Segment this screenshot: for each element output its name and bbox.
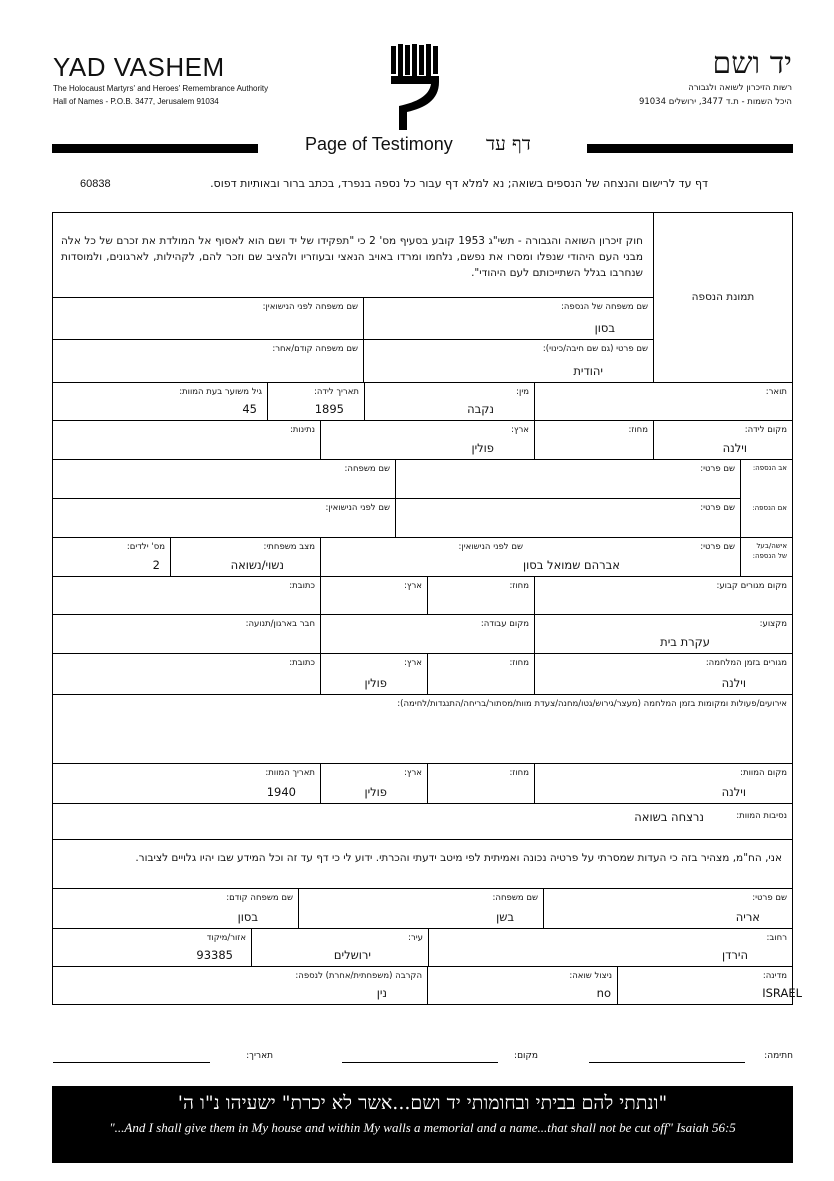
signature-line[interactable] (589, 1062, 745, 1063)
surname-label: שם משפחה של הנספה: (560, 302, 648, 312)
death-date-field[interactable] (52, 763, 321, 804)
father-surname-label: שם משפחה: (344, 464, 390, 474)
submitter-city-label: עיר: (408, 933, 423, 943)
instructions: דף עד לרישום והנצחה של הנספים בשואה; נא למלא דף עבור כל נספה בנפרד, בכתב ברור ובאותיות דפוס. (210, 177, 708, 190)
nationality-field[interactable] (52, 420, 321, 460)
org-subtitle-he-2: היכל השמות - ת.ד 3477, ירושלים 91034 (638, 97, 792, 107)
declaration-text: אני, הח"מ, מצהיר בזה כי העדות שמסרתי על פרטיה נכונה ואמיתית לפי מיטב ידעתי והכרתי. ידוע לי כי דף עד זה וכל המידע שבו יהיו גלויים לציבור. (135, 852, 782, 864)
children-label: מס' ילדים: (126, 542, 165, 552)
father-first-name-label: שם פרטי: (700, 464, 735, 474)
org-subtitle-he-1: רשות הזיכרון לשואה ולגבורה (688, 83, 792, 93)
date-line[interactable] (53, 1062, 210, 1063)
residence-field[interactable] (534, 576, 793, 615)
birthplace-value: וילנה (722, 441, 747, 455)
org-subtitle-en-1: The Holocaust Martyrs' and Heroes' Remembrance Authority (53, 84, 269, 93)
spouse-maiden-label: שם לפני הנישואין: (458, 542, 523, 552)
death-circumstances-value: נרצחה בשואה (634, 810, 704, 824)
submitter-surname-value: בשן (496, 910, 514, 924)
submitter-street-field[interactable] (428, 928, 793, 967)
submitter-zip-label: אזור/מיקוד (206, 933, 246, 943)
law-text-cell (52, 212, 654, 298)
submitter-prev-surname-label: שם משפחה קודם: (226, 893, 293, 903)
birth-district-field[interactable] (534, 420, 654, 460)
marital-status-label: מצב משפחתי: (263, 542, 315, 552)
death-circumstances-field[interactable] (52, 803, 793, 840)
wartime-country-value: פולין (364, 676, 387, 690)
residence-country-label: ארץ: (404, 581, 422, 591)
org-name-he: יד ושם (712, 46, 792, 81)
surname-field[interactable] (363, 297, 654, 340)
photo-label: תמונת הנספה (691, 291, 755, 303)
father-first-name-field[interactable] (395, 459, 741, 499)
submitter-prev-surname-field[interactable] (52, 888, 299, 929)
marital-status-field[interactable] (170, 537, 321, 577)
father-mother-header (740, 459, 793, 538)
org-member-field[interactable] (52, 614, 321, 654)
death-date-value: 1940 (266, 785, 296, 799)
wartime-district-label: מחוז: (509, 658, 529, 668)
death-place-field[interactable] (534, 763, 793, 804)
wartime-address-label: כתובת: (289, 658, 315, 668)
first-name-value: יהודית (573, 364, 603, 378)
death-place-label: מקום המוות: (740, 768, 787, 778)
birthplace-field[interactable] (653, 420, 793, 460)
age-value: 45 (242, 402, 257, 416)
profession-value: עקרת בית (660, 635, 710, 649)
first-name-field[interactable] (363, 339, 654, 383)
place-label: מקום: (514, 1051, 538, 1061)
yad-vashem-emblem-icon (385, 42, 445, 132)
wartime-country-field[interactable] (320, 653, 428, 695)
org-subtitle-en-2: Hall of Names - P.O.B. 3477, Jerusalem 91034 (53, 97, 219, 106)
birth-district-label: מחוז: (628, 425, 648, 435)
birthplace-label: מקום לידה: (744, 425, 787, 435)
submitter-street-label: רחוב: (766, 933, 787, 943)
submitter-zip-value: 93385 (196, 948, 233, 962)
submitter-relation-field[interactable] (52, 966, 428, 1005)
maiden-name-label: שם משפחה לפני הנישואין: (262, 302, 358, 312)
spouse-header (740, 537, 793, 577)
title-label: תואר: (765, 387, 787, 397)
submitter-survivor-label: ניצול שואה: (569, 971, 612, 981)
banner-quote-he: "ונתתי להם בביתי ובחומותי יד ושם...אשר לא יכרת" ישעיהו נ"ו ה' (177, 1092, 668, 1114)
death-country-label: ארץ: (404, 768, 422, 778)
birth-country-label: ארץ: (511, 425, 529, 435)
title-bar-right (587, 144, 793, 153)
submitter-first-name-value: אריה (735, 910, 760, 924)
submitter-surname-field[interactable] (298, 888, 544, 929)
birth-date-value: 1895 (314, 402, 344, 416)
birth-date-field[interactable] (267, 382, 365, 421)
org-name-en: YAD VASHEM (53, 52, 225, 82)
death-district-label: מחוז: (509, 768, 529, 778)
residence-label: מקום מגורים קבוע: (716, 581, 787, 591)
death-circumstances-label: נסיבות המוות: (736, 811, 787, 821)
marital-status-value: נשוי/נשואה (230, 558, 284, 572)
submitter-country-value: ISRAEL (762, 986, 802, 1000)
wartime-residence-field[interactable] (534, 653, 793, 695)
signature-label: חתימה: (764, 1051, 793, 1061)
wartime-events-field[interactable] (52, 694, 793, 764)
date-label: תאריך: (246, 1051, 273, 1061)
surname-value: בסון (594, 321, 615, 335)
declaration-cell (52, 839, 793, 889)
birth-date-label: תאריך לידה: (313, 387, 359, 397)
org-member-label: חבר בארגון/תנועה: (245, 619, 315, 629)
submitter-country-field[interactable] (617, 966, 802, 1005)
residence-district-label: מחוז: (509, 581, 529, 591)
maiden-name-field[interactable] (52, 297, 364, 340)
law-text: חוק זיכרון השואה והגבורה - תשי"ג 1953 קובע בסעיף מס' 2 כי "תפקידו של יד ושם הוא לאסוף אל המולדת את זכרם של כל אלה מבני העם היהודי שנפלו ומסרו את נפשם, נלחמו ומרדו באויב הנאצי ובעוזריו ולהציב שם וזכר להם, לקהילות, לארגונים, ולמוסדות שנחרבו בגלל השתייכותם לעם היהודי". (61, 235, 643, 279)
page-title-en: Page of Testimony (305, 134, 453, 154)
mother-maiden-field[interactable] (52, 498, 396, 538)
submitter-first-name-field[interactable] (543, 888, 793, 929)
children-field[interactable] (52, 537, 171, 577)
submitter-relation-value: נין (376, 986, 387, 1000)
gender-label: מין: (516, 387, 529, 397)
residence-address-field[interactable] (52, 576, 321, 615)
submitter-surname-label: שם משפחה: (492, 893, 538, 903)
submitter-survivor-value: no (596, 986, 611, 1000)
submitter-prev-surname-value: בסון (237, 910, 258, 924)
banner-quote-en: "...And I shall give them in My house and within My walls a memorial and a name...that shall not be cut off" Isaiah 56:5 (109, 1120, 736, 1135)
gender-field[interactable] (364, 382, 535, 421)
death-date-label: תאריך המוות: (265, 768, 315, 778)
title-bar-left (52, 144, 258, 153)
submitter-street-value: הירדן (722, 948, 748, 962)
wartime-residence-value: וילנה (721, 676, 746, 690)
father-surname-field[interactable] (52, 459, 396, 499)
spouse-first-name-label: שם פרטי: (700, 542, 735, 552)
residence-address-label: כתובת: (289, 581, 315, 591)
wartime-events-label: אירועים/פעולות ומקומות בזמן המלחמה (מעצר/גירוש/גטו/מחנה/צעדת מוות/מסתור/בריחה/התנגדות/לחימה): (397, 699, 787, 709)
mother-first-name-field[interactable] (395, 498, 741, 538)
spouse-label-1: אישה/בעל (756, 542, 787, 550)
birth-country-field[interactable] (320, 420, 535, 460)
form-number: 60838 (80, 178, 111, 190)
children-value: 2 (152, 558, 160, 572)
mother-label: אם הנספה: (752, 504, 787, 512)
prev-surname-field[interactable] (52, 339, 364, 383)
submitter-country-label: מדינה: (762, 971, 787, 981)
submitter-first-name-label: שם פרטי: (752, 893, 787, 903)
profession-label: מקצוע: (759, 619, 787, 629)
death-district-field[interactable] (427, 763, 535, 804)
spouse-name-field[interactable] (320, 537, 741, 577)
page-title-he: דף עד (486, 133, 531, 155)
death-country-value: פולין (364, 785, 387, 799)
death-place-value: וילנה (721, 785, 746, 799)
age-field[interactable] (52, 382, 268, 421)
quote-banner (52, 1086, 793, 1163)
workplace-field[interactable] (320, 614, 535, 654)
submitter-city-field[interactable] (251, 928, 429, 967)
profession-field[interactable] (534, 614, 793, 654)
submitter-survivor-field[interactable] (427, 966, 618, 1005)
photo-box[interactable] (653, 212, 793, 383)
residence-district-field[interactable] (427, 576, 535, 615)
father-label: אב הנספה: (752, 464, 787, 472)
wartime-address-field[interactable] (52, 653, 321, 695)
birth-country-value: פולין (471, 441, 494, 455)
title-field[interactable] (534, 382, 793, 421)
place-line[interactable] (342, 1062, 498, 1063)
submitter-relation-label: הקרבה (משפחתית/אחרת) לנספה: (295, 971, 422, 981)
submitter-city-value: ירושלים (333, 948, 371, 962)
first-name-label: שם פרטי (גם שם חיבה/כינוי): (542, 344, 648, 354)
gender-value: נקבה (467, 402, 494, 416)
wartime-residence-label: מגורים בזמן המלחמה: (705, 658, 787, 668)
prev-surname-label: שם משפחה קודם/אחר: (272, 344, 358, 354)
spouse-label-2: של הנספה: (752, 552, 787, 560)
submitter-zip-field[interactable] (52, 928, 252, 967)
residence-country-field[interactable] (320, 576, 428, 615)
mother-maiden-label: שם לפני הנישואין: (325, 503, 390, 513)
wartime-country-label: ארץ: (404, 658, 422, 668)
workplace-label: מקום עבודה: (480, 619, 529, 629)
wartime-district-field[interactable] (427, 653, 535, 695)
nationality-label: נתינות: (289, 425, 315, 435)
death-country-field[interactable] (320, 763, 428, 804)
mother-first-name-label: שם פרטי: (700, 503, 735, 513)
age-label: גיל משוער בעת המוות: (179, 387, 262, 397)
spouse-name-value: אברהם שמואל בסון (523, 558, 620, 572)
